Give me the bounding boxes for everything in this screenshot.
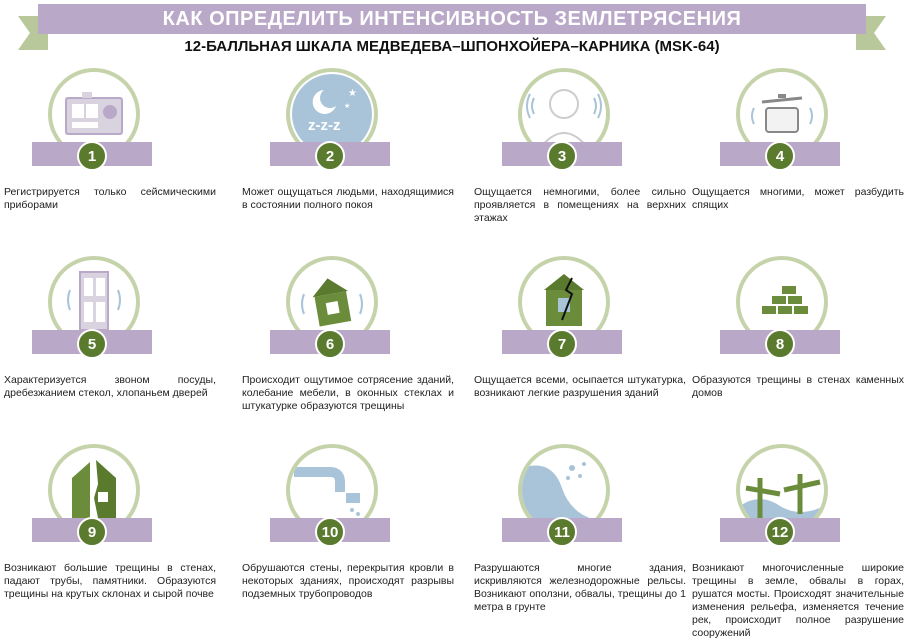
level-number: 5 [77,329,107,359]
level-description: Регистрируется только сейсмическими приборами [4,186,216,211]
level-number: 3 [547,141,577,171]
scale-card-3 [472,68,692,258]
level-number: 7 [547,329,577,359]
scale-card-6 [240,256,460,446]
svg-text:★: ★ [348,88,357,99]
zzz-text: z-z-z [308,117,341,134]
level-description: Разрушаются многие здания, искривляются железнодорожные рельсы. Возникают оползни, обвалы, трещины до 1 метра в грунте [474,562,686,613]
scale-card-8 [690,256,904,446]
level-number: 2 [315,141,345,171]
page-subtitle: 12-БАЛЛЬНАЯ ШКАЛА МЕДВЕДЕВА–ШПОНХОЙЕРА–КАРНИКА (MSK-64) [184,38,720,55]
scale-card-7 [472,256,692,446]
title-banner [0,0,904,42]
scale-card-5 [2,256,222,446]
level-number: 4 [765,141,795,171]
level-number: 8 [765,329,795,359]
level-number: 9 [77,517,107,547]
level-description: Образуются трещины в стенах каменных домов [692,374,904,399]
page-title: КАК ОПРЕДЕЛИТЬ ИНТЕНСИВНОСТЬ ЗЕМЛЕТРЯСЕНИЯ [162,7,742,30]
scale-card-2 [240,68,460,258]
scale-card-11 [472,444,692,634]
level-description: Обрушаются стены, перекрытия кровли в некоторых зданиях, происходят разрывы подземных трубопроводов [242,562,454,600]
banner-body [38,4,866,34]
scale-card-4 [690,68,904,258]
level-description: Ощущается немногими, более сильно проявляется в помещениях на верхних этажах [474,186,686,224]
level-description: Характеризуется звоном посуды, дребезжанием стекол, хлопаньем дверей [4,374,216,399]
scale-card-9 [2,444,222,634]
level-description: Возникают многочисленные широкие трещины в земле, обвалы в горах, рушатся мосты. Происходят значительные изменения рельефа, изменяется течение рек, происходит полное разрушение сооружений [692,562,904,639]
svg-text:★: ★ [344,102,351,110]
level-number: 6 [315,329,345,359]
scale-card-12 [690,444,904,639]
scale-card-10 [240,444,460,634]
scale-card-1 [2,68,222,258]
level-number: 11 [547,517,577,547]
level-description: Может ощущаться людьми, находящимися в состоянии полного покоя [242,186,454,211]
level-description: Происходит ощутимое сотрясение зданий, колебание мебели, в оконных стеклах и штукатурке образуются трещины [242,374,454,412]
level-description: Ощущается всеми, осыпается штукатурка, возникают легкие разрушения зданий [474,374,686,399]
level-number: 1 [77,141,107,171]
level-description: Ощущается многими, может разбудить спящих [692,186,904,211]
level-description: Возникают большие трещины в стенах, падают трубы, памятники. Образуются трещины на крутых склонах и сырой почве [4,562,216,600]
level-number: 12 [765,517,795,547]
level-number: 10 [315,517,345,547]
